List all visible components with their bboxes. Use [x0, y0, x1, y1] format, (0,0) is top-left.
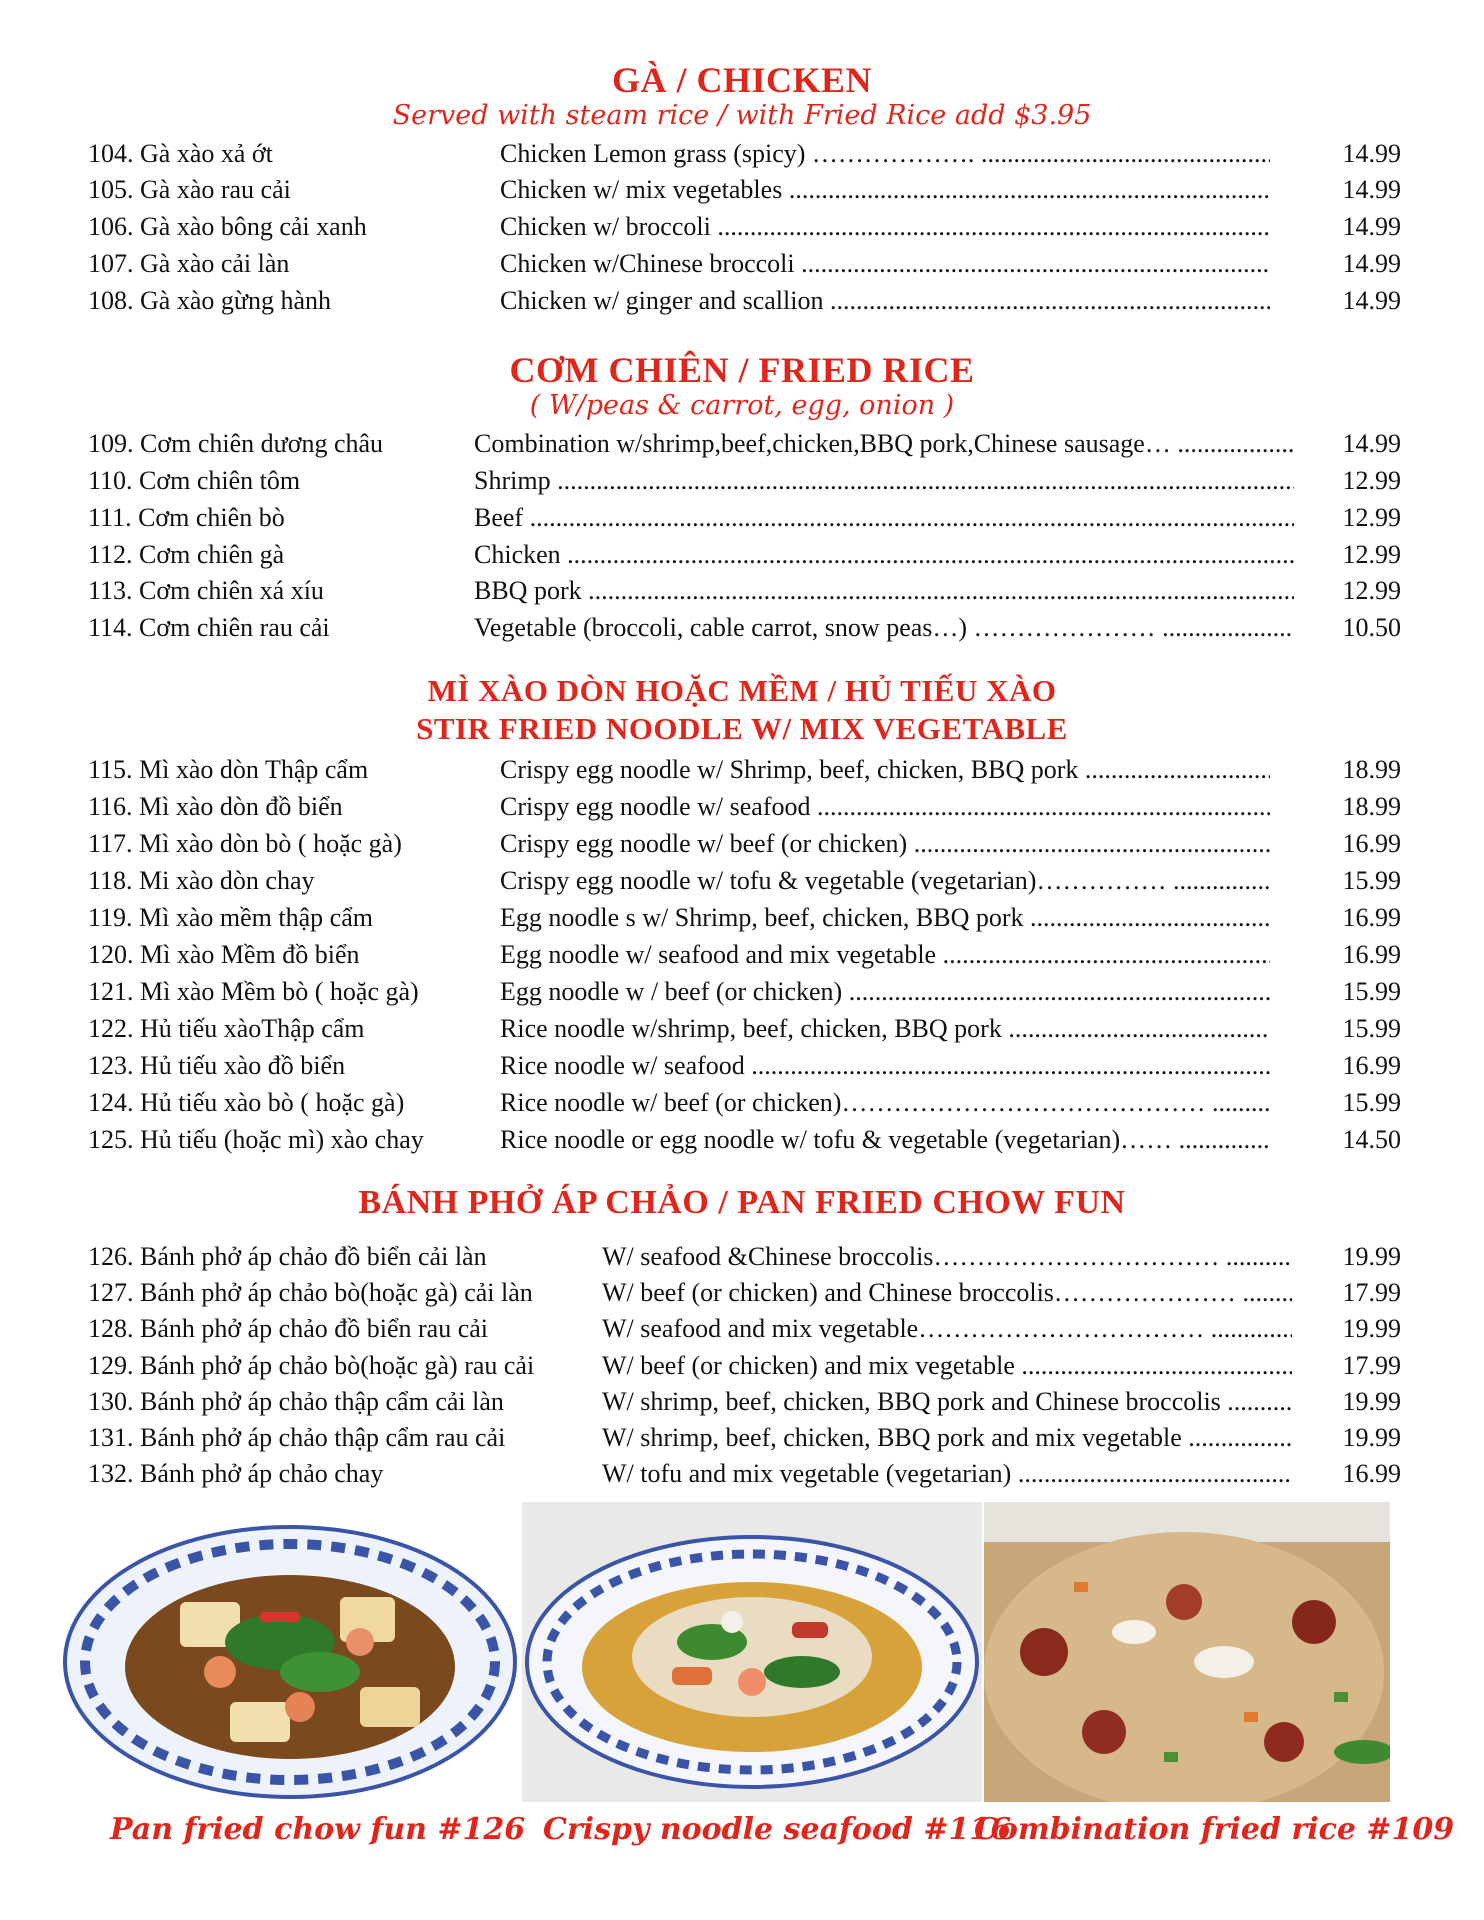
item-price: 18.99: [1342, 792, 1401, 821]
menu-item: [0, 610, 1484, 646]
item-price: 19.99: [1342, 1242, 1401, 1271]
item-description: W/ shrimp, beef, chicken, BBQ pork and mix vegetable .....: [602, 1420, 1292, 1456]
item-price: 15.99: [1342, 866, 1401, 895]
item-price: 16.99: [1342, 1051, 1401, 1080]
item-description: Vegetable (broccoli, cable carrot, snow peas…) ………………… .....: [474, 610, 1294, 646]
item-name: 125. Hủ tiếu (hoặc mì) xào chay: [88, 1125, 424, 1154]
menu-item: [0, 974, 1484, 1010]
item-description: Crispy egg noodle w/ beef (or chicken) .....: [500, 826, 1270, 862]
section-pan-fried-chow-fun: [0, 1183, 1484, 1223]
item-description: Chicken w/ broccoli .....: [500, 209, 1270, 245]
menu-item: [0, 463, 1484, 499]
item-price: 15.99: [1342, 1014, 1401, 1043]
item-price: 14.99: [1342, 212, 1401, 241]
item-name: 126. Bánh phở áp chảo đồ biển cải làn: [88, 1242, 487, 1271]
menu-item: [0, 1456, 1484, 1492]
item-name: 115. Mì xào dòn Thập cẩm: [88, 755, 369, 784]
item-description: Chicken w/Chinese broccoli .....: [500, 246, 1270, 282]
menu-item: [0, 789, 1484, 825]
item-description: Rice noodle w/shrimp, beef, chicken, BBQ pork .....: [500, 1011, 1270, 1047]
photo-caption: Crispy noodle seafood #116: [543, 1812, 1012, 1847]
item-description: Crispy egg noodle w/ Shrimp, beef, chicken, BBQ pork .....: [500, 752, 1270, 788]
menu-item: [0, 826, 1484, 862]
menu-item: [0, 900, 1484, 936]
item-price: 19.99: [1342, 1423, 1401, 1452]
item-name: 109. Cơm chiên dương châu: [88, 429, 384, 458]
menu-item: [0, 863, 1484, 899]
item-price: 15.99: [1342, 977, 1401, 1006]
item-description: W/ seafood and mix vegetable…………………………… .....: [602, 1311, 1292, 1347]
item-description: Egg noodle w / beef (or chicken) .....: [500, 974, 1270, 1010]
menu-item: [0, 1420, 1484, 1456]
item-name: 118. Mi xào dòn chay: [88, 866, 315, 895]
section-fried-rice: [0, 350, 1484, 422]
section-title: BÁNH PHỞ ÁP CHẢO / PAN FRIED CHOW FUN: [358, 1184, 1126, 1221]
item-price: 19.99: [1342, 1314, 1401, 1343]
menu-item: [0, 1275, 1484, 1311]
section-subtitle: Served with steam rice / with Fried Rice add $3.95: [392, 100, 1092, 131]
item-description: W/ tofu and mix vegetable (vegetarian) .....: [602, 1456, 1292, 1492]
item-description: Chicken Lemon grass (spicy) ………………. .....: [500, 136, 1270, 172]
item-name: 110. Cơm chiên tôm: [88, 466, 301, 495]
item-description: Crispy egg noodle w/ seafood .....: [500, 789, 1270, 825]
item-name: 112. Cơm chiên gà: [88, 540, 285, 569]
item-price: 14.99: [1342, 249, 1401, 278]
section-subtitle: ( W/peas & carrot, egg, onion ): [529, 390, 955, 421]
item-price: 10.50: [1342, 613, 1401, 642]
menu-item: [0, 1048, 1484, 1084]
item-description: W/ beef (or chicken) and Chinese broccolis………………… .....: [602, 1275, 1292, 1311]
menu-item: [0, 573, 1484, 609]
item-name: 119. Mì xào mềm thập cẩm: [88, 903, 373, 932]
item-description: Rice noodle w/ beef (or chicken)…………………………………… .....: [500, 1085, 1270, 1121]
menu-item: [0, 1122, 1484, 1158]
item-description: W/ shrimp, beef, chicken, BBQ pork and Chinese broccolis .....: [602, 1384, 1292, 1420]
item-name: 123. Hủ tiếu xào đồ biển: [88, 1051, 346, 1080]
section-stir-fried-noodle: [0, 672, 1484, 748]
menu-item: [0, 136, 1484, 172]
combination-fried-rice-photo: [984, 1502, 1390, 1802]
item-name: 106. Gà xào bông cải xanh: [88, 212, 367, 241]
section-subtitle: STIR FRIED NOODLE W/ MIX VEGETABLE: [416, 711, 1068, 746]
item-price: 16.99: [1342, 903, 1401, 932]
menu-item: [0, 426, 1484, 462]
item-name: 128. Bánh phở áp chảo đồ biển rau cải: [88, 1314, 489, 1343]
item-name: 107. Gà xào cải làn: [88, 249, 290, 278]
item-name: 124. Hủ tiếu xào bò ( hoặc gà): [88, 1088, 405, 1117]
menu-item: [0, 937, 1484, 973]
menu-item: [0, 172, 1484, 208]
item-description: Combination w/shrimp,beef,chicken,BBQ pork,Chinese sausage… .....: [474, 426, 1294, 462]
pan-fried-chow-fun-photo: [60, 1502, 520, 1802]
item-name: 114. Cơm chiên rau cải: [88, 613, 330, 642]
item-price: 18.99: [1342, 755, 1401, 784]
item-description: BBQ pork .....: [474, 573, 1294, 609]
item-price: 15.99: [1342, 1088, 1401, 1117]
item-name: 117. Mì xào dòn bò ( hoặc gà): [88, 829, 402, 858]
item-description: Beef .....: [474, 500, 1294, 536]
item-description: W/ seafood &Chinese broccolis…………………………… .....: [602, 1239, 1292, 1275]
item-name: 104. Gà xào xả ớt: [88, 139, 273, 168]
item-description: Shrimp .....: [474, 463, 1294, 499]
item-description: Rice noodle or egg noodle w/ tofu & vegetable (vegetarian)…… .....: [500, 1122, 1270, 1158]
item-description: Chicken w/ ginger and scallion .....: [500, 283, 1270, 319]
item-price: 14.99: [1342, 429, 1401, 458]
crispy-noodle-seafood-photo: [522, 1502, 982, 1802]
menu-item: [0, 500, 1484, 536]
section-chicken: [0, 60, 1484, 132]
section-title: MÌ XÀO DÒN HOẶC MỀM / HỦ TIẾU XÀO: [427, 673, 1057, 708]
menu-item: [0, 537, 1484, 573]
item-name: 129. Bánh phở áp chảo bò(hoặc gà) rau cải: [88, 1351, 535, 1380]
item-name: 122. Hủ tiếu xàoThập cẩm: [88, 1014, 365, 1043]
photo-caption: Pan fried chow fun #126: [110, 1812, 526, 1847]
item-name: 127. Bánh phở áp chảo bò(hoặc gà) cải làn: [88, 1278, 533, 1307]
item-price: 16.99: [1342, 1459, 1401, 1488]
menu-item: [0, 1085, 1484, 1121]
item-name: 132. Bánh phở áp chảo chay: [88, 1459, 384, 1488]
menu-item: [0, 1311, 1484, 1347]
item-price: 14.99: [1342, 139, 1401, 168]
item-price: 16.99: [1342, 940, 1401, 969]
item-price: 12.99: [1342, 540, 1401, 569]
menu-item: [0, 209, 1484, 245]
menu-item: [0, 1011, 1484, 1047]
item-description: W/ beef (or chicken) and mix vegetable .....: [602, 1348, 1292, 1384]
item-name: 131. Bánh phở áp chảo thập cẩm rau cải: [88, 1423, 506, 1452]
item-description: Egg noodle w/ seafood and mix vegetable .....: [500, 937, 1270, 973]
item-name: 111. Cơm chiên bò: [88, 503, 285, 532]
item-price: 12.99: [1342, 466, 1401, 495]
item-description: Chicken .....: [474, 537, 1294, 573]
item-price: 14.99: [1342, 286, 1401, 315]
item-name: 121. Mì xào Mềm bò ( hoặc gà): [88, 977, 419, 1006]
food-photos: [0, 1502, 1484, 1802]
item-price: 17.99: [1342, 1351, 1401, 1380]
item-price: 19.99: [1342, 1387, 1401, 1416]
menu-item: [0, 1384, 1484, 1420]
item-name: 116. Mì xào dòn đồ biển: [88, 792, 343, 821]
photo-caption: Combination fried rice #109: [974, 1812, 1455, 1847]
item-price: 12.99: [1342, 576, 1401, 605]
menu-item: [0, 283, 1484, 319]
menu-item: [0, 752, 1484, 788]
item-name: 113. Cơm chiên xá xíu: [88, 576, 324, 605]
menu-item: [0, 1239, 1484, 1275]
item-name: 105. Gà xào rau cải: [88, 175, 291, 204]
item-description: Chicken w/ mix vegetables .....: [500, 172, 1270, 208]
item-price: 17.99: [1342, 1278, 1401, 1307]
item-price: 14.50: [1342, 1125, 1401, 1154]
section-title: GÀ / CHICKEN: [611, 60, 873, 100]
item-name: 108. Gà xào gừng hành: [88, 286, 331, 315]
section-title: CƠM CHIÊN / FRIED RICE: [509, 350, 975, 390]
item-price: 12.99: [1342, 503, 1401, 532]
menu-item: [0, 246, 1484, 282]
item-description: Rice noodle w/ seafood .....: [500, 1048, 1270, 1084]
item-price: 16.99: [1342, 829, 1401, 858]
item-description: Crispy egg noodle w/ tofu & vegetable (vegetarian)…………… .....: [500, 863, 1270, 899]
item-price: 14.99: [1342, 175, 1401, 204]
item-name: 130. Bánh phở áp chảo thập cẩm cải làn: [88, 1387, 504, 1416]
item-description: Egg noodle s w/ Shrimp, beef, chicken, BBQ pork .....: [500, 900, 1270, 936]
item-name: 120. Mì xào Mềm đồ biển: [88, 940, 360, 969]
menu-item: [0, 1348, 1484, 1384]
